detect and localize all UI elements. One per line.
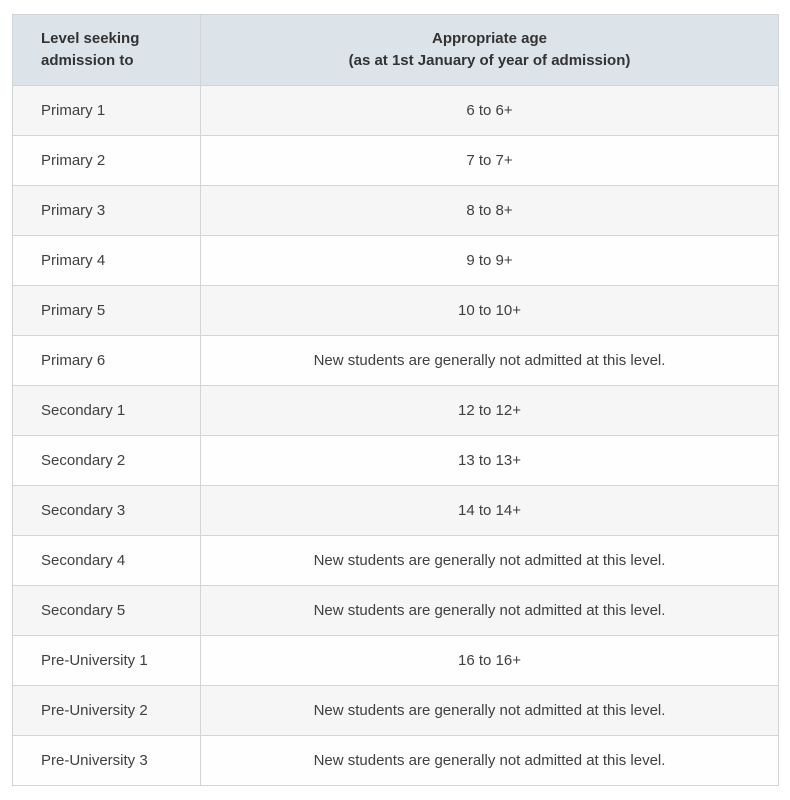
age-cell: 9 to 9+ (201, 236, 779, 286)
age-cell: New students are generally not admitted at this level. (201, 586, 779, 636)
age-cell: 7 to 7+ (201, 136, 779, 186)
level-cell: Primary 5 (13, 286, 201, 336)
table-row (13, 436, 779, 486)
level-cell: Secondary 3 (13, 486, 201, 536)
table-row (13, 486, 779, 536)
table-row (13, 686, 779, 736)
level-cell: Primary 6 (13, 336, 201, 386)
level-cell: Primary 4 (13, 236, 201, 286)
level-cell: Secondary 1 (13, 386, 201, 436)
level-column-header (13, 15, 201, 86)
table-row (13, 336, 779, 386)
table-row (13, 286, 779, 336)
table-body (13, 86, 779, 786)
age-column-header-title: Appropriate age (431, 29, 548, 47)
age-cell: New students are generally not admitted at this level. (201, 336, 779, 386)
level-cell: Primary 3 (13, 186, 201, 236)
table-row (13, 236, 779, 286)
table-row (13, 536, 779, 586)
level-cell: Pre-University 1 (13, 636, 201, 686)
table-row (13, 636, 779, 686)
table-row (13, 586, 779, 636)
admission-age-table (12, 14, 779, 786)
level-cell: Primary 2 (13, 136, 201, 186)
age-column-header (201, 15, 779, 86)
table-row (13, 386, 779, 436)
table-row (13, 86, 779, 136)
level-cell: Primary 1 (13, 86, 201, 136)
level-cell: Secondary 2 (13, 436, 201, 486)
level-cell: Pre-University 2 (13, 686, 201, 736)
age-cell: 16 to 16+ (201, 636, 779, 686)
level-cell: Pre-University 3 (13, 736, 201, 786)
table-header (13, 15, 779, 86)
age-cell: 13 to 13+ (201, 436, 779, 486)
level-column-header-label: Level seeking admission to (41, 29, 140, 69)
age-cell: 8 to 8+ (201, 186, 779, 236)
age-cell: 14 to 14+ (201, 486, 779, 536)
age-cell: 6 to 6+ (201, 86, 779, 136)
table-row (13, 186, 779, 236)
age-cell: New students are generally not admitted at this level. (201, 736, 779, 786)
level-cell: Secondary 4 (13, 536, 201, 586)
age-cell: 10 to 10+ (201, 286, 779, 336)
table-row (13, 136, 779, 186)
table-row (13, 736, 779, 786)
header-row (13, 15, 779, 86)
age-column-header-subtitle: (as at 1st January of year of admission) (348, 52, 631, 69)
age-cell: New students are generally not admitted at this level. (201, 686, 779, 736)
level-cell: Secondary 5 (13, 586, 201, 636)
age-cell: New students are generally not admitted at this level. (201, 536, 779, 586)
age-cell: 12 to 12+ (201, 386, 779, 436)
